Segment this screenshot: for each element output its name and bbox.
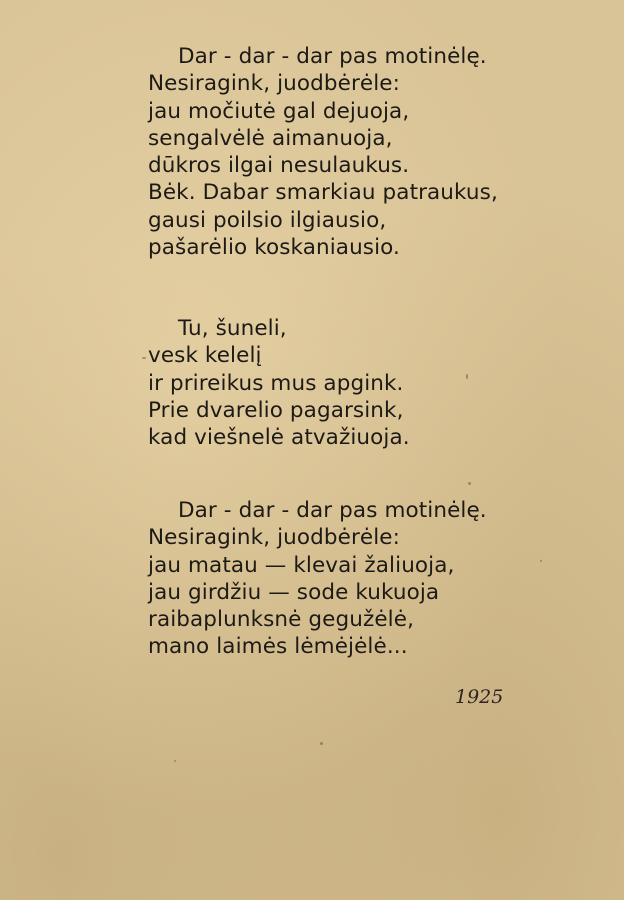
paper-speck (174, 760, 176, 762)
poem-line: sengalvėlė aimanuoja, (148, 125, 393, 151)
poem-line: jau močiutė gal dejuoja, (148, 98, 410, 124)
poem-line: kad viešnelė atvažiuoja. (148, 425, 410, 451)
poem-line: dūkros ilgai nesulaukus. (148, 153, 410, 179)
poem-line: ir prireikus mus apgink. (148, 370, 404, 396)
poem-line: mano laimės lėmėjėlė... (148, 634, 408, 660)
paper-speck (468, 482, 471, 485)
stanza-3 (148, 497, 528, 661)
poem-line: pašarėlio koskaniausio. (148, 235, 400, 261)
poem-line: gausi poilsio ilgiausio, (148, 207, 387, 233)
poem-line: raibaplunksnė gegužėlė, (148, 607, 415, 633)
paper-speck (466, 374, 468, 379)
poem-line: Nesiragink, juodbėrėle: (148, 71, 400, 97)
poem-line: jau girdžiu — sode kukuoja (148, 579, 440, 605)
poem-line: vesk kelelį (148, 343, 262, 369)
paper-speck (142, 357, 146, 359)
stanza-2 (148, 315, 528, 451)
poem-line: Prie dvarelio pagarsink, (148, 397, 404, 423)
poem-date: 1925 (455, 686, 504, 708)
poem-line: Dar - dar - dar pas motinėlę. (178, 44, 487, 69)
paper-speck (320, 742, 323, 745)
paper-speck (540, 560, 542, 562)
poem-line: Dar - dar - dar pas motinėlę. (178, 498, 487, 523)
poem-line: Nesiragink, juodbėrėle: (148, 525, 400, 551)
poem-line: jau matau — klevai žaliuoja, (148, 552, 455, 578)
stanza-1 (148, 43, 528, 261)
poem-line: Tu, šuneli, (178, 316, 287, 341)
poem-line: Bėk. Dabar smarkiau patraukus, (148, 180, 498, 206)
